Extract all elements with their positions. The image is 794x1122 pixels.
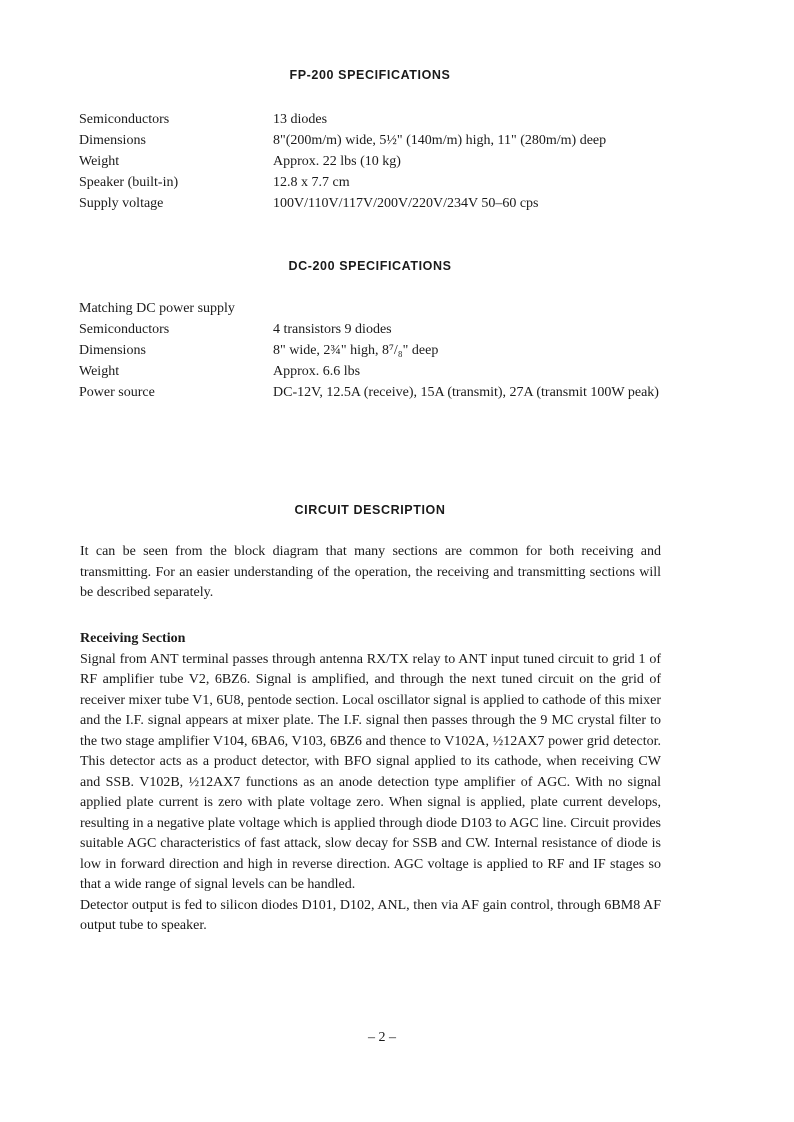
spec-row (79, 130, 673, 151)
circuit-title: CIRCUIT DESCRIPTION (294, 503, 446, 517)
spec-row (79, 340, 673, 361)
spec-value: Approx. 22 lbs (10 kg) (273, 154, 401, 169)
spec-row (79, 382, 673, 403)
spec-row (79, 193, 673, 214)
spec-value: 12.8 x 7.7 cm (273, 175, 350, 190)
circuit-intro (80, 542, 661, 604)
spec-label: Weight (79, 154, 120, 169)
spec-value: 8"(200m/m) wide, 5½" (140m/m) high, 11" (280m/m) deep (273, 133, 607, 148)
spec-label: Semiconductors (79, 322, 170, 337)
spec-value: 8" wide, 2¾" high, 8⁷/₈" deep (273, 343, 439, 358)
intro-paragraph: It can be seen from the block diagram that many sections are common for both receiving and transmitting. For an easier understanding of the operation, the receiving and transmitting sections will be described separately. (80, 544, 661, 600)
spec-row (79, 151, 673, 172)
receiving-heading: Receiving Section (80, 631, 186, 646)
dc200-title: DC-200 SPECIFICATIONS (288, 259, 452, 273)
spec-row (79, 109, 673, 130)
spec-label: Supply voltage (79, 196, 164, 211)
spec-row (79, 172, 673, 193)
spec-value: 13 diodes (273, 112, 328, 127)
spec-label: Weight (79, 364, 120, 379)
spec-row (79, 319, 673, 340)
spec-label: Speaker (built-in) (79, 175, 179, 190)
receiving-paragraph: Signal from ANT terminal passes through antenna RX/TX relay to ANT input tuned circuit to grid 1 of RF amplifier tube V2, 6BZ6. Signal is amplified, and through the next tuned circuit on the grid of receiver mixer tube V1, 6U8, pentode section. Local oscillator signal is applied to cathode of this mixer and the I.F. signal appears at mixer plate. The I.F. signal then passes through the 9 MC crystal filter to the two stage amplifier V104, 6BA6, V103, 6BZ6 and thence to V102A, ½12AX7 power grid detector. This detector acts as a product detector, with BFO signal applied to its cathode, when receiving CW and SSB. V102B, ½12AX7 functions as an anode detection type amplifier of AGC. With no signal applied plate current is zero with plate voltage zero. When signal is applied, plate current develops, resulting in a negative plate voltage which is applied through diode D103 to AGC line. Circuit provides suitable AGC characteristics of fast attack, slow decay for SSB and CW. Internal resistance of diode is low in forward direction and high in reverse direction. AGC voltage is applied to RF and IF stages so that a wide range of signal levels can be handled. (80, 651, 661, 892)
spec-label: Matching DC power supply (79, 301, 235, 316)
fp200-spec-table (79, 109, 673, 214)
spec-label: Semiconductors (79, 112, 170, 127)
spec-value: 4 transistors 9 diodes (273, 322, 392, 337)
spec-label: Dimensions (79, 133, 146, 148)
dc200-spec-table (79, 298, 673, 403)
spec-value: DC-12V, 12.5A (receive), 15A (transmit), 27A (transmit 100W peak) (273, 385, 659, 400)
detector-paragraph: Detector output is fed to silicon diodes D101, D102, ANL, then via AF gain control, through 6BM8 AF output tube to speaker. (80, 897, 661, 933)
spec-label: Dimensions (79, 343, 146, 358)
spec-row (79, 298, 673, 319)
page-number: – 2 – (368, 1030, 396, 1045)
fp200-title: FP-200 SPECIFICATIONS (289, 68, 451, 82)
spec-label: Power source (79, 385, 155, 400)
spec-row (79, 361, 673, 382)
spec-value: 100V/110V/117V/200V/220V/234V 50–60 cps (273, 196, 539, 211)
receiving-section (80, 629, 661, 937)
spec-value: Approx. 6.6 lbs (273, 364, 361, 379)
